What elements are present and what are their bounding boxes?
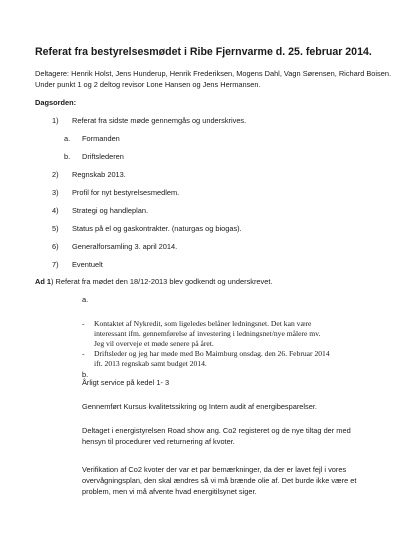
agenda-number: 5)	[52, 224, 59, 233]
ad1-text: ) Referat fra mødet den 18/12-2013 blev godkendt og underskrevet.	[51, 277, 273, 286]
agenda-number: 4)	[52, 206, 59, 215]
agenda-number: 7)	[52, 260, 59, 269]
agenda-item-text: Referat fra sidste møde gennemgås og underskrives.	[72, 116, 247, 125]
document-title: Referat fra bestyrelsesmødet i Ribe Fjernvarme d. 25. februar 2014.	[35, 46, 372, 58]
agenda-item-text: Formanden	[82, 134, 120, 143]
agenda-item-text: Generalforsamling 3. april 2014.	[72, 242, 178, 251]
paragraph-line: hensyn til procedurer ved returnering af kvoter.	[82, 437, 235, 446]
agenda-number: 2)	[52, 170, 59, 179]
bullet-line: Driftsleder og jeg har møde med Bo Maimburg onsdag. den 26. Februar 2014	[94, 349, 330, 358]
paragraph-line: Deltaget i energistyrelsen Road show ang. Co2 registeret og de nye tiltag der med	[82, 426, 351, 435]
ad1-prefix: Ad 1	[35, 277, 52, 286]
section-a-label: a.	[82, 295, 89, 304]
bullet-line: Jeg vil overveje et møde senere på året.	[94, 339, 214, 348]
bullet-dash: -	[82, 349, 85, 358]
agenda-item-text: Profil for nyt bestyrelsesmedlem.	[72, 188, 180, 197]
paragraph: Gennemført Kursus kvalitetssikring og Intern audit af energibesparelser.	[82, 402, 317, 411]
section-b-label: b.	[82, 370, 89, 379]
ad1-line	[35, 277, 272, 288]
agenda-number: 3)	[52, 188, 59, 197]
agenda-item-text: Status på el og gaskontrakter. (naturgas og biogas).	[72, 224, 242, 233]
bullet-line: interessant ifm. gennemførelse af investering i ledningsnet/nye målere mv.	[94, 329, 321, 338]
agenda-number: 1)	[52, 116, 59, 125]
bullet-line: ift. 2013 regnskab samt budget 2014.	[94, 359, 207, 368]
agenda-number: a.	[64, 134, 71, 143]
paragraph: Årligt service på kedel 1- 3	[82, 378, 170, 387]
bullet-line: Kontaktet af Nykredit, som ligeledes belåner ledningsnet. Det kan være	[94, 319, 312, 328]
agenda-item-text: Regnskab 2013.	[72, 170, 126, 179]
participants-line-1: Deltagere: Henrik Holst, Jens Hunderup, Henrik Frederiksen, Mogens Dahl, Vagn Sørensen, Richard Boisen.	[35, 69, 392, 78]
paragraph-line: problem, men vi må afvente hvad energitilsynet siger.	[82, 487, 257, 496]
agenda-item-text: Driftslederen	[82, 152, 124, 161]
agenda-item-text: Eventuelt	[72, 260, 103, 269]
agenda-number: b.	[64, 152, 71, 161]
paragraph-line: overvågningsplan, den skal ændres så vi må brænde olie af. Det burde ikke være et	[82, 476, 357, 485]
bullet-dash: -	[82, 319, 85, 328]
participants-line-2: Under punkt 1 og 2 deltog revisor Lone Hansen og Jens Hermansen.	[35, 80, 261, 89]
agenda-item-text: Strategi og handleplan.	[72, 206, 149, 215]
paragraph-line: Verifikation af Co2 kvoter der var et par bemærkninger, da der er lavet fejl i vores	[82, 465, 347, 474]
agenda-number: 6)	[52, 242, 59, 251]
agenda-heading: Dagsorden:	[35, 98, 77, 107]
